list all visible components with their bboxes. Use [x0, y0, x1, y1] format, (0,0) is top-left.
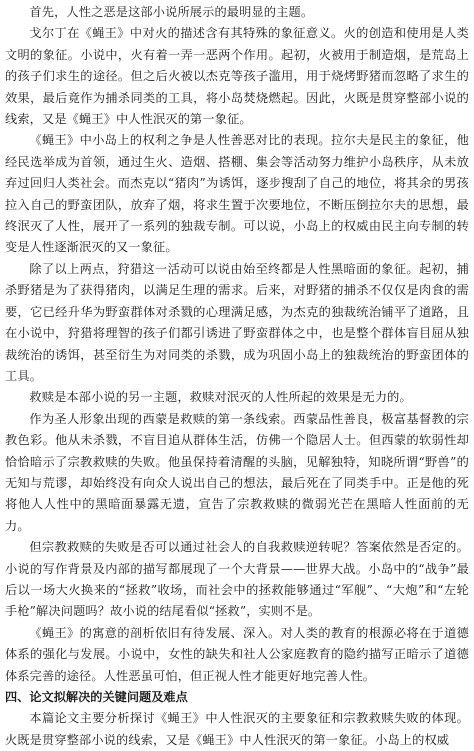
paragraph-hunting: 除了以上两点，狩猎这一活动可以说由始至终都是人性黑暗面的象征。起初，捕杀野猪是为了获得猪肉，以满足生理的需求。后来，对野猪的捕杀不仅仅是肉食的需要，它已经升华为野蛮群体对杀戮的心理满足感，为杰克的独裁统治铺平了道路，且在小说中，狩猎将理智的孩子们都引诱进了野蛮群体之中，也是整个群体盲目屈从独裁统治的诱饵，甚至衍生为对同类的杀戮，成为巩固小岛上的独裁统治的野蛮团体的工具。	[5, 261, 469, 383]
paragraph-redemption-theme: 救赎是本部小说的另一主题，救赎对泯灭的人性所起的效果是无力的。	[29, 390, 412, 405]
paragraph-moral-system: 《蝇王》的寓意的剖析依旧有待发展、深入。对人类的教育的根源必将在于道德体系的强化与发展。小说中，女性的缺失和社人公家庭教育的隐约描写正暗示了道德体系完善的途径。人性恶虽可怕，但正视人性才能更好地完善人性。	[5, 625, 469, 683]
paragraph-social-redemption: 但宗教救赎的失败是否可以通过社会人的自我救赎逆转呢？答案依然是否定的。小说的写作背景及内部的描写都展现了一个大背景——世界大战。小岛中的“战争”最后以一场大火换来的“拯救”收场，而社会中的拯救能够通过“军舰”、“大炮”和“左轮手枪”解决问题吗？故小说的结尾看似“拯救”，实则不是。	[5, 540, 469, 619]
section-heading: 四、论文拟解决的关键问题及难点	[5, 690, 188, 704]
paragraph-power-struggle: 《蝇王》中小岛上的权利之争是人性善恶对比的表现。拉尔夫是民主的象征，他经民选举成为首领，通过生火、造烟、搭棚、集会等活动努力维护小岛秩序，从未放弃过回归人类社会。而杰克以“猪肉”为诱饵，逐步搜刮了自己的地位，将其余的男孩拉入自己的野蛮团队，放弃了烟，将求生置于次要地位，不断压倒拉尔夫的思想，最终泯灭了人性，展开了一系列的独裁专制。可以说，小岛上的权威由民主向专制的转变是人性逐渐泯灭的又一象征。	[5, 133, 469, 255]
paragraph-closing: 本篇论文主要分析探讨《蝇王》中人性泯灭的主要象征和宗教救赎失败的体现。火既是贯穿整部小说的线索，又是《蝇王》中人性泯灭的第一象征。小岛上的权威	[5, 711, 469, 747]
paragraph-intro: 首先，人性之恶是这部小说所展示的最明显的主题。	[29, 5, 314, 19]
paragraph-fire-symbol: 戈尔丁在《蝇王》中对火的描述含有其特殊的象征意义。火的创造和使用是人类文明的象征。小说中，火有着一弄一恶两个作用。起初，火被用于制造烟，是荒岛上的孩子们求生的途径。但之后火被以杰克等孩子滥用，用于烧烤野猪而忽略了求生的效果，最后竟作为捕杀同类的工具，将小岛焚烧燃起。因此，火既是贯穿整部小说的线索，又是《蝇王》中人性泯灭的第一象征。	[5, 26, 469, 127]
paragraph-simon: 作为圣人形象出现的西蒙是救赎的第一条线索。西蒙品性善良，极富基督教的宗教色彩。他从未杀戮，不盲目追从群体生活，仿佛一个隐居人士。但西蒙的软弱性却恰恰暗示了宗教救赎的失败。他虽保持着清醒的头脑，见解独特，知晓所谓“野兽”的无知与荒谬，却始终没有向众人说出自己的想法，最后死在了同类手中。正是他的死将他人人性中的黑暗面暴露无遗，宣告了宗教救赎的微弱光芒在黑暗人性面前的无力。	[5, 411, 469, 533]
